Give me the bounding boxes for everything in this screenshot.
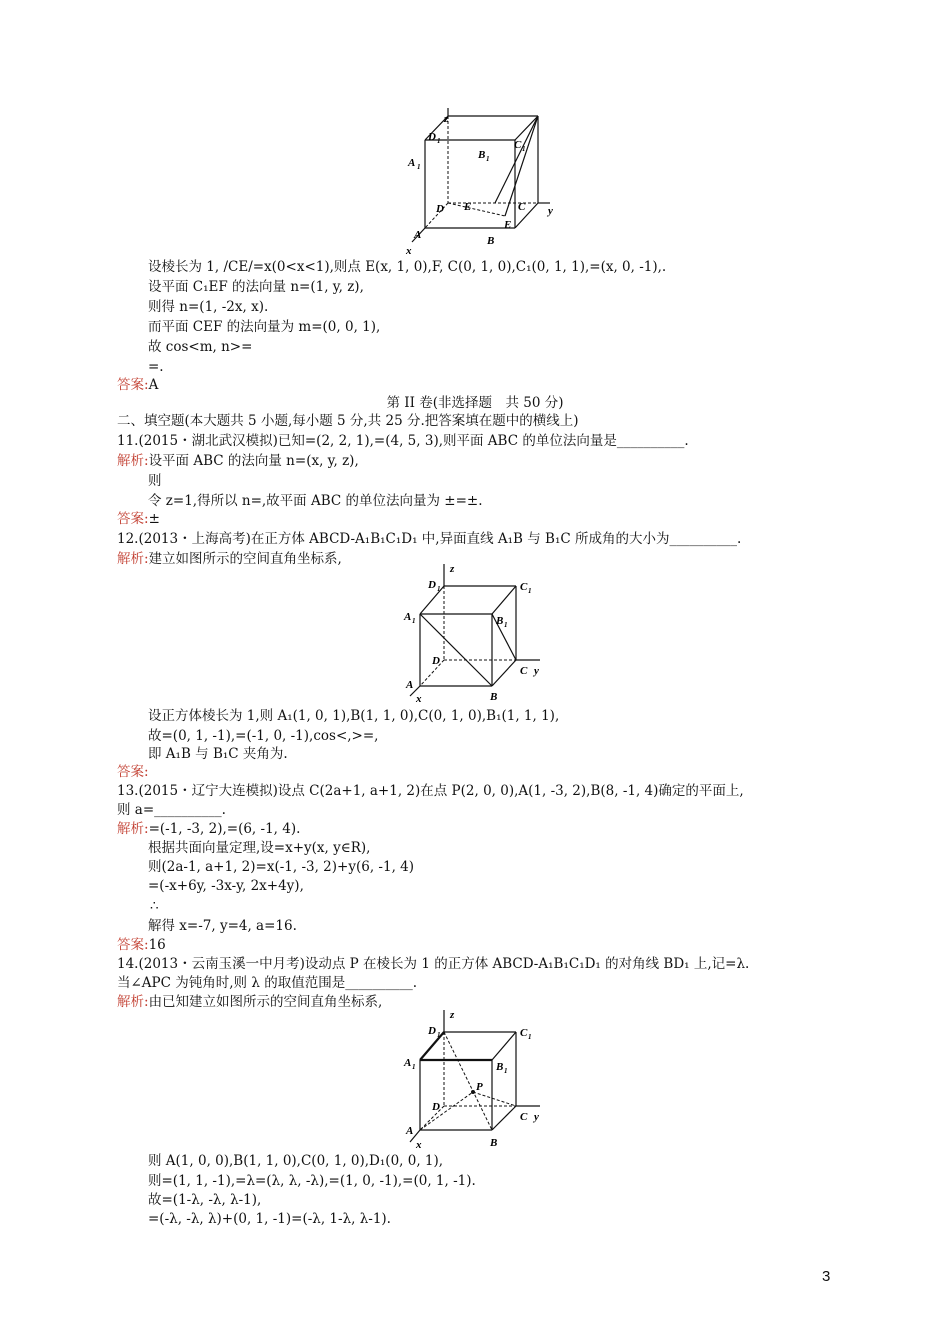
label-B: B (487, 235, 495, 247)
answer-row (117, 763, 149, 781)
section-title: 第 II 卷(非选择题 共 50 分) (386, 395, 564, 411)
label-sub: 1 (437, 1031, 441, 1039)
answer-label: 答案: (117, 511, 149, 527)
label-z: z (444, 113, 449, 125)
label-B: B (490, 691, 498, 703)
solution-line: 故=(1-λ, -λ, λ-1), (148, 1192, 262, 1208)
label-sub: 1 (528, 1033, 532, 1041)
label-sub: 1 (417, 163, 421, 171)
label-z: z (450, 1009, 455, 1021)
label-sub: 1 (522, 145, 526, 153)
label-P: P (476, 1081, 483, 1093)
question-13-line2: 则 a=__________. (117, 802, 226, 818)
cube-figure-3 (400, 1008, 560, 1150)
label-A: A (406, 1125, 414, 1137)
question-12: 12.(2013・上海高考)在正方体 ABCD-A₁B₁C₁D₁ 中,异面直线 A₁B 与 B₁C 所成角的大小为__________. (117, 531, 742, 547)
label-D: D (432, 655, 440, 667)
label-sub: 1 (412, 617, 416, 625)
answer-label: 答案: (117, 377, 149, 393)
label-sub: 1 (412, 1063, 416, 1071)
label-y: y (534, 1111, 539, 1123)
label-sub: 1 (504, 621, 508, 629)
solution-line: 故=(0, 1, -1),=(-1, 0, -1),cos<,>=, (148, 728, 379, 744)
label-B1: B (496, 1061, 504, 1073)
solution-13-first (117, 820, 300, 838)
answer-row (117, 936, 166, 954)
solution-line: 设棱长为 1, /CE/=x(0<x<1),则点 E(x, 1, 0),F, C(0, 1, 0),C₁(0, 1, 1),=(x, 0, -1),. (148, 259, 667, 275)
solution-line: 而平面 CEF 的法向量为 m=(0, 0, 1), (148, 319, 381, 335)
label-D1: D (428, 131, 436, 143)
solution-line: ∴ (150, 898, 159, 914)
label-A1: A (408, 157, 416, 169)
solution-11-first (117, 452, 359, 470)
solution-14-first (117, 993, 382, 1011)
label-C1: C (520, 1027, 528, 1039)
solution-line: 则 (148, 473, 162, 489)
solution-text: 由已知建立如图所示的空间直角坐标系, (148, 994, 383, 1010)
solution-line: =(-λ, -λ, λ)+(0, 1, -1)=(-λ, 1-λ, λ-1). (148, 1211, 391, 1227)
cube-figure-2 (400, 562, 560, 704)
label-y: y (548, 205, 553, 217)
cube-figure-1 (400, 108, 560, 258)
solution-line: 根据共面向量定理,设=x+y(x, y∈R), (148, 840, 371, 856)
cube-diagram-3 (400, 1008, 560, 1150)
solution-line: 设平面 C₁EF 的法向量 n=(1, y, z), (148, 279, 364, 295)
solution-line: 则(2a-1, a+1, 2)=x(-1, -3, 2)+y(6, -1, 4) (148, 859, 415, 875)
question-13-line1: 13.(2015・辽宁大连模拟)设点 C(2a+1, a+1, 2)在点 P(2, 0, 0),A(1, -3, 2),B(8, -1, 4)确定的平面上, (117, 783, 744, 799)
label-C1: C (520, 581, 528, 593)
answer-label: 答案: (117, 764, 149, 780)
solution-line: 即 A₁B 与 B₁C 夹角为. (148, 746, 288, 762)
label-C: C (520, 665, 528, 677)
solution-text: 建立如图所示的空间直角坐标系, (148, 551, 342, 567)
solution-line: 故 cos<m, n>= (148, 339, 253, 355)
solution-text: =(-1, -3, 2),=(6, -1, 4). (148, 821, 301, 837)
cube-diagram-2 (400, 562, 560, 704)
label-C1: C (514, 139, 522, 151)
solution-label: 解析: (117, 821, 149, 837)
label-sub: 1 (486, 155, 490, 163)
solution-line: 则 A(1, 0, 0),B(1, 1, 0),C(0, 1, 0),D₁(0, 0, 1), (148, 1153, 444, 1169)
page-number: 3 (822, 1268, 831, 1285)
section-heading: 二、填空题(本大题共 5 小题,每小题 5 分,共 25 分.把答案填在题中的横线上) (117, 413, 579, 429)
solution-line: =. (148, 359, 164, 375)
label-D: D (436, 203, 444, 215)
label-E-prime: E (504, 219, 512, 231)
solution-line: 令 z=1,得所以 n=,故平面 ABC 的单位法向量为 ±=±. (148, 493, 483, 509)
solution-line: =(-x+6y, -3x-y, 2x+4y), (148, 878, 304, 894)
label-B1: B (496, 615, 504, 627)
label-sub: 1 (437, 585, 441, 593)
label-A: A (414, 229, 422, 241)
label-D: D (432, 1101, 440, 1113)
answer-value: A (148, 377, 159, 393)
label-D1: D (428, 1025, 436, 1037)
label-A1: A (404, 1057, 412, 1069)
answer-value: ± (148, 511, 160, 527)
question-11: 11.(2015・湖北武汉模拟)已知=(2, 2, 1),=(4, 5, 3),则平面 ABC 的单位法向量是__________. (117, 433, 689, 449)
label-x: x (416, 1139, 422, 1150)
label-C: C (520, 1111, 528, 1123)
label-z: z (450, 563, 455, 575)
label-B: B (490, 1137, 498, 1149)
label-D1: D (428, 579, 436, 591)
label-E: E (464, 201, 472, 213)
solution-12-first (117, 550, 342, 568)
solution-label: 解析: (117, 453, 149, 469)
label-x: x (416, 693, 422, 704)
label-sub: 1 (437, 137, 441, 145)
label-y: y (534, 665, 539, 677)
label-C: C (518, 201, 526, 213)
solution-label: 解析: (117, 551, 149, 567)
solution-line: 设正方体棱长为 1,则 A₁(1, 0, 1),B(1, 1, 0),C(0, 1, 0),B₁(1, 1, 1), (148, 708, 560, 724)
label-B1: B (478, 149, 486, 161)
cube-diagram-1 (400, 108, 560, 258)
solution-line: 则=(1, 1, -1),=λ=(λ, λ, -λ),=(1, 0, -1),=(0, 1, -1). (148, 1173, 476, 1189)
label-x: x (406, 245, 412, 257)
question-14-line2: 当∠APC 为钝角时,则 λ 的取值范围是__________. (117, 975, 417, 991)
question-14-line1: 14.(2013・云南玉溪一中月考)设动点 P 在棱长为 1 的正方体 ABCD-A₁B₁C₁D₁ 的对角线 BD₁ 上,记=λ. (117, 956, 750, 972)
solution-text: 设平面 ABC 的法向量 n=(x, y, z), (148, 453, 359, 469)
answer-label: 答案: (117, 937, 149, 953)
label-A1: A (404, 611, 412, 623)
solution-label: 解析: (117, 994, 149, 1010)
solution-line: 则得 n=(1, -2x, x). (148, 299, 269, 315)
answer-value: 16 (148, 937, 166, 953)
label-A: A (406, 679, 414, 691)
solution-line: 解得 x=-7, y=4, a=16. (148, 918, 297, 934)
label-sub: 1 (504, 1067, 508, 1075)
answer-row (117, 376, 158, 394)
label-sub: 1 (528, 587, 532, 595)
answer-row (117, 510, 160, 528)
